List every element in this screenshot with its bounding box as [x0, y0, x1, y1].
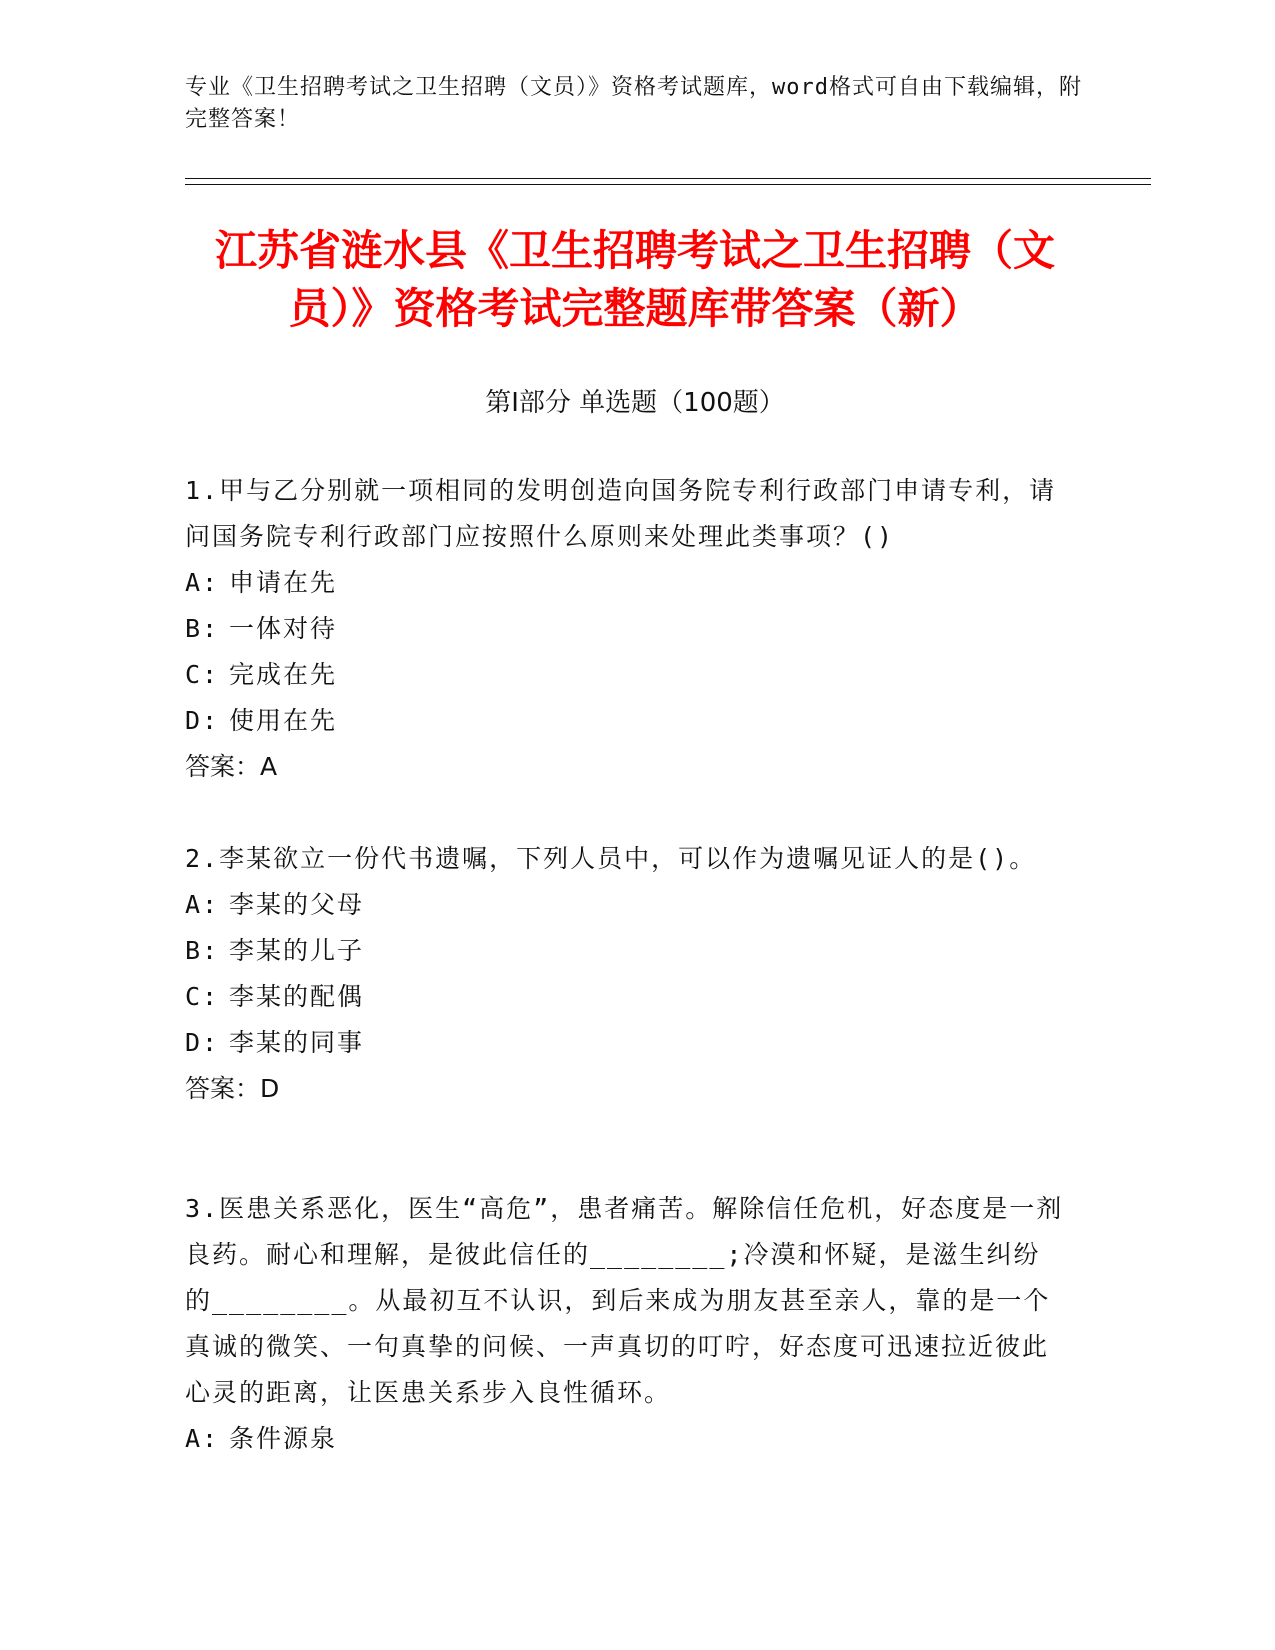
- header-rule-bottom: [185, 184, 1151, 185]
- header-rule-top: [185, 178, 1151, 179]
- option-c: [185, 974, 1065, 1020]
- option-text: 一体对待: [229, 614, 338, 643]
- option-b: [185, 928, 1065, 974]
- option-key: C:: [185, 982, 220, 1011]
- option-text: 李某的配偶: [229, 982, 365, 1011]
- question-2: [185, 836, 1065, 1112]
- section-heading: 第Ⅰ部分 单选题（100题）: [485, 388, 785, 418]
- question-stem: 1.甲与乙分别就一项相同的发明创造向国务院专利行政部门申请专利，请问国务院专利行政部门应按照什么原则来处理此类事项？(): [185, 476, 1057, 551]
- question-stem: 3.医患关系恶化，医生“高危”，患者痛苦。解除信任危机，好态度是一剂良药。耐心和理解，是彼此信任的________;冷漠和怀疑，是滋生纠纷的________。从最初互不认识，到后来成为朋友甚至亲人，靠的是一个真诚的微笑、一句真挚的问候、一声真切的叮咛，好态度可迅速拉近彼此心灵的距离，让医患关系步入良性循环。: [185, 1194, 1064, 1407]
- option-key: C:: [185, 660, 220, 689]
- option-text: 李某的儿子: [229, 936, 365, 965]
- option-c: [185, 652, 1065, 698]
- option-key: A:: [185, 890, 220, 919]
- option-b: [185, 606, 1065, 652]
- question-3: [185, 1186, 1065, 1462]
- option-text: 李某的同事: [229, 1028, 365, 1057]
- option-key: A:: [185, 1424, 220, 1453]
- option-text: 李某的父母: [229, 890, 365, 919]
- document-title: 江苏省涟水县《卫生招聘考试之卫生招聘（文员）》资格考试完整题库带答案（新）: [214, 226, 1055, 333]
- option-text: 条件源泉: [229, 1424, 338, 1453]
- option-a: [185, 882, 1065, 928]
- answer-line: 答案：D: [185, 1074, 280, 1103]
- header-note: 专业《卫生招聘考试之卫生招聘（文员）》资格考试题库，word格式可自由下载编辑，附完整答案！: [185, 75, 1082, 132]
- option-key: D:: [185, 706, 220, 735]
- option-text: 申请在先: [229, 568, 338, 597]
- option-text: 使用在先: [229, 706, 338, 735]
- option-key: B:: [185, 614, 220, 643]
- answer-line: 答案：A: [185, 752, 278, 781]
- option-text: 完成在先: [229, 660, 338, 689]
- option-d: [185, 1020, 1065, 1066]
- question-stem: 2.李某欲立一份代书遗嘱，下列人员中，可以作为遗嘱见证人的是()。: [185, 844, 1037, 873]
- question-1: [185, 468, 1065, 790]
- option-key: A:: [185, 568, 220, 597]
- option-a: [185, 1416, 1065, 1462]
- option-d: [185, 698, 1065, 744]
- option-key: B:: [185, 936, 220, 965]
- option-key: D:: [185, 1028, 220, 1057]
- option-a: [185, 560, 1065, 606]
